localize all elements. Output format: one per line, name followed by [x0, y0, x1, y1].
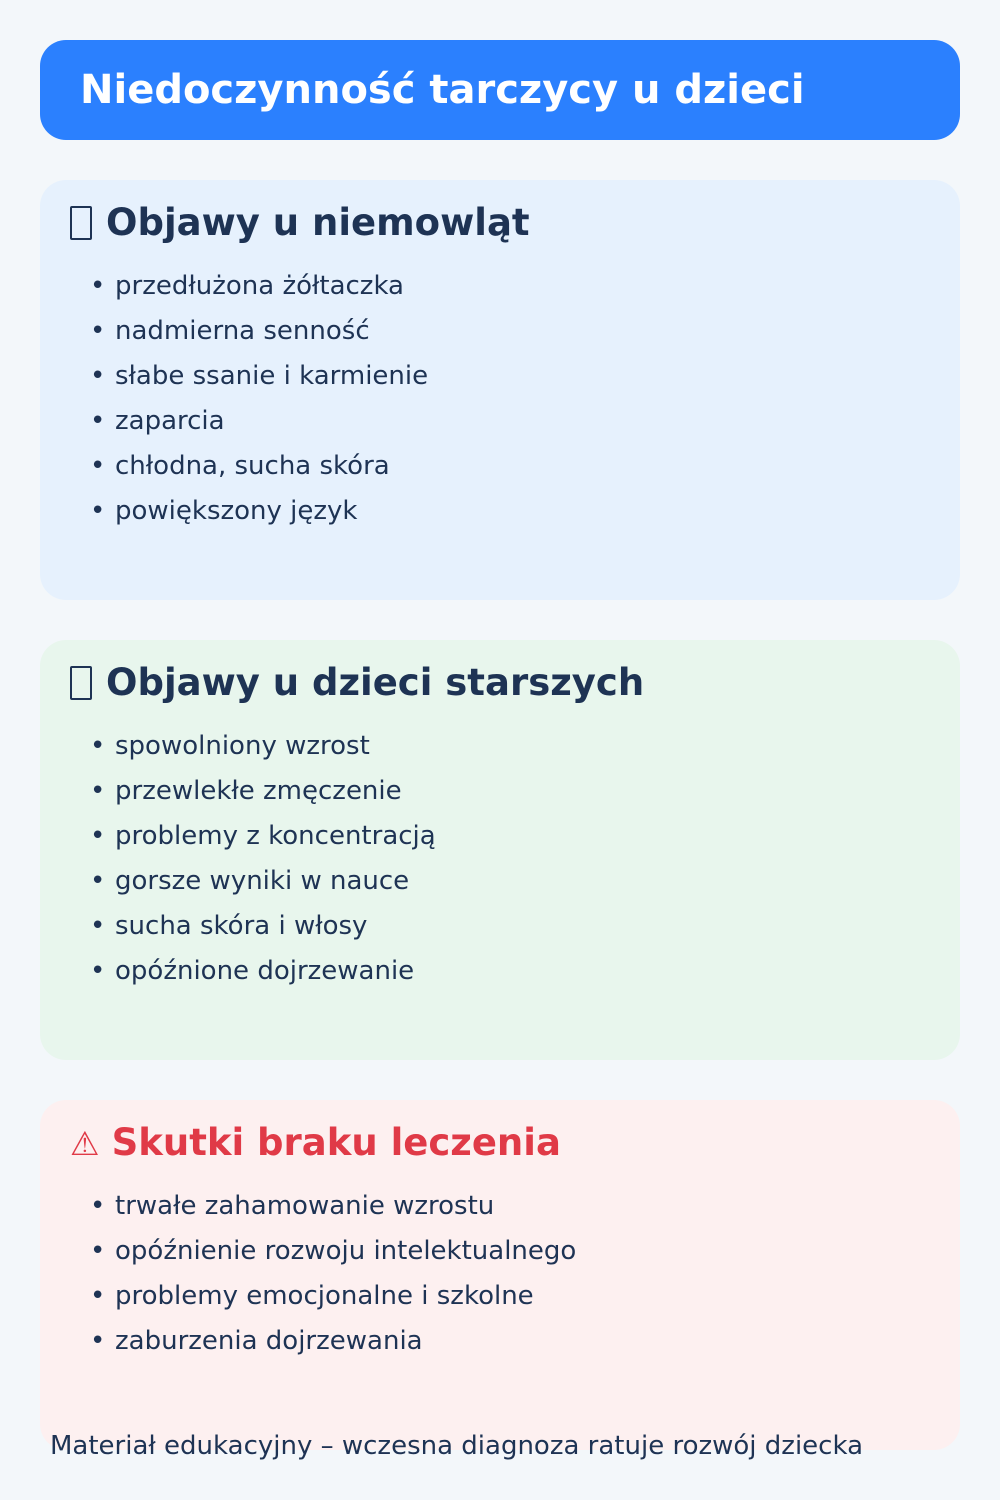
- bullet: •: [90, 821, 106, 851]
- list-item: [90, 309, 428, 354]
- infant-symptoms-heading: [70, 202, 530, 245]
- bullet: •: [90, 496, 106, 526]
- list-item: [90, 1319, 576, 1364]
- bullet: •: [90, 361, 106, 391]
- list-item-text: zaparcia: [115, 406, 225, 436]
- list-item: [90, 814, 436, 859]
- infant-symptoms-list: [90, 264, 428, 534]
- footer-note: Materiał edukacyjny – wczesna diagnoza ratuje rozwój dziecka: [50, 1431, 863, 1461]
- bullet: •: [90, 776, 106, 806]
- list-item: [90, 489, 428, 534]
- bullet: •: [90, 1236, 106, 1266]
- infant-symptoms-heading-text: Objawy u niemowląt: [106, 201, 530, 244]
- bullet: •: [90, 866, 106, 896]
- list-item: [90, 1184, 576, 1229]
- page-title: Niedoczynność tarczycy u dzieci: [80, 67, 805, 113]
- bullet: •: [90, 956, 106, 986]
- missing-glyph-icon: [70, 666, 92, 700]
- list-item-text: spowolniony wzrost: [115, 731, 370, 761]
- list-item: [90, 1229, 576, 1274]
- list-item-text: opóźnienie rozwoju intelektualnego: [115, 1236, 577, 1266]
- bullet: •: [90, 911, 106, 941]
- bullet: •: [90, 1191, 106, 1221]
- list-item-text: przedłużona żółtaczka: [115, 271, 404, 301]
- list-item-text: przewlekłe zmęczenie: [115, 776, 402, 806]
- list-item-text: powiększony język: [115, 496, 358, 526]
- infant-symptoms-card: [40, 180, 960, 600]
- list-item: [90, 949, 436, 994]
- bullet: •: [90, 271, 106, 301]
- list-item: [90, 724, 436, 769]
- list-item-text: chłodna, sucha skóra: [115, 451, 390, 481]
- older-children-symptoms-card: [40, 640, 960, 1060]
- list-item-text: sucha skóra i włosy: [115, 911, 368, 941]
- untreated-effects-card: [40, 1100, 960, 1450]
- list-item-text: opóźnione dojrzewanie: [115, 956, 415, 986]
- list-item-text: trwałe zahamowanie wzrostu: [115, 1191, 495, 1221]
- older-children-symptoms-heading: [70, 662, 644, 705]
- bullet: •: [90, 406, 106, 436]
- list-item-text: słabe ssanie i karmienie: [115, 361, 429, 391]
- list-item-text: gorsze wyniki w nauce: [115, 866, 410, 896]
- list-item-text: nadmierna senność: [115, 316, 370, 346]
- older-children-symptoms-list: [90, 724, 436, 994]
- untreated-effects-heading: [70, 1122, 561, 1165]
- list-item-text: zaburzenia dojrzewania: [115, 1326, 423, 1356]
- bullet: •: [90, 731, 106, 761]
- bullet: •: [90, 1281, 106, 1311]
- warning-icon: ⚠: [70, 1123, 100, 1163]
- bullet: •: [90, 316, 106, 346]
- list-item: [90, 354, 428, 399]
- list-item-text: problemy emocjonalne i szkolne: [115, 1281, 534, 1311]
- list-item: [90, 904, 436, 949]
- bullet: •: [90, 451, 106, 481]
- missing-glyph-icon: [70, 206, 92, 240]
- title-banner: [40, 40, 960, 140]
- older-children-symptoms-heading-text: Objawy u dzieci starszych: [106, 661, 645, 704]
- list-item: [90, 444, 428, 489]
- bullet: •: [90, 1326, 106, 1356]
- untreated-effects-list: [90, 1184, 576, 1364]
- list-item: [90, 399, 428, 444]
- list-item: [90, 1274, 576, 1319]
- list-item: [90, 859, 436, 904]
- list-item: [90, 264, 428, 309]
- untreated-effects-heading-text: Skutki braku leczenia: [111, 1121, 561, 1164]
- list-item: [90, 769, 436, 814]
- list-item-text: problemy z koncentracją: [115, 821, 436, 851]
